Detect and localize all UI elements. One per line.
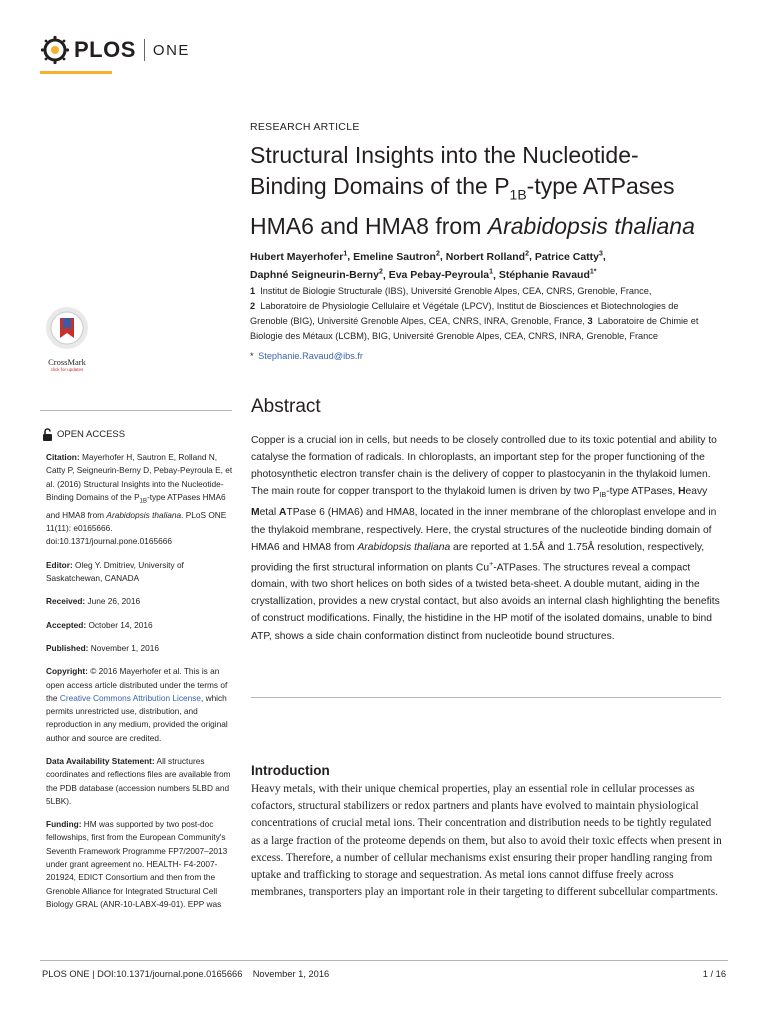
author[interactable]: Daphné Seigneurin-Berny$^2$ xyxy=(250,268,383,281)
title-subscript: 1B xyxy=(509,186,527,203)
author[interactable]: Eva Pebay-Peyroula$^1$ xyxy=(388,268,493,281)
license-link[interactable]: Creative Commons Attribution License xyxy=(59,692,201,703)
introduction-body: Heavy metals, with their unique chemical properties, play an essential role in cellular processes as cofactors, structural stabilizers or redox partners and plants have evolved to maintain physiological concentrations of crucial metal ions. Their concentration and distribution needs to be tightly regulated as a large fraction of the proteome depends on them, but also to avoid their toxic effects when present in excess. Therefore, a number of cellular mechanisms exist ensuring their proper handling ranging from uptake and trafficking to storage and sequestration. As metal ions cannot diffuse freely across membranes, transporters play an important role in their targeting to different subcellular compartments. xyxy=(251,783,722,899)
author[interactable]: Patrice Catty$^3$ xyxy=(534,250,603,263)
title-line-1: Structural Insights into the Nucleotide- xyxy=(250,142,639,168)
editor: Editor: Oleg Y. Dmitriev, University of Saskatchewan, CANADA xyxy=(46,559,184,584)
affiliation-text: Institut de Biologie Structurale (IBS), Université Grenoble Alpes, CEA, CNRS, Grenoble, France, xyxy=(260,286,652,296)
email-asterisk: * xyxy=(250,351,254,361)
affiliation-number: 3 xyxy=(587,316,593,326)
title-line-2a: Binding Domains of the P xyxy=(250,173,510,199)
author-list: Hubert Mayerhofer$^1$, Emeline Sautron$^2$, Norbert Rolland$^2$, Patrice Catty$^3$, Daphné Seigneurin-Berny$^2$, Eva Pebay-Peyroula$^1$, Stéphanie Ravaud$^{1*}$ xyxy=(250,250,606,281)
copyright: Copyright: © 2016 Mayerhofer et al. This is an open access article distributed under the terms of the Creative Commons Attribution License, which permits unrestricted use, distribution, and reproduction in any medium, provided the original author and source are credited. xyxy=(46,666,228,743)
abstract-divider xyxy=(251,697,721,698)
open-lock-icon xyxy=(42,428,53,441)
citation: Citation: Mayerhofer H, Sautron E, Rolland N, Catty P, Seigneurin-Berny D, Pebay-Peyroula E, et al. (2016) Structural Insights into the Nucleotide-Binding Domains of the $P_{1B}$-type ATPases HMA6 and HMA8 from Arabidopsis thaliana. PLoS ONE 11(11): e0165666. doi:10.1371/journal.pone.0165666 xyxy=(46,452,233,547)
data-availability: Data Availability Statement: All structures coordinates and reflections files are available from the PDB database (accession numbers 5LBD and 5LBK). xyxy=(46,756,231,806)
accepted-date: Accepted: October 14, 2016 xyxy=(46,619,153,630)
abstract-heading: Abstract xyxy=(251,396,321,417)
article-info-sidebar xyxy=(46,451,236,921)
received-date: Received: June 26, 2016 xyxy=(46,596,141,607)
author[interactable]: Norbert Rolland$^2$ xyxy=(445,250,529,263)
open-access-label xyxy=(42,428,125,441)
logo-separator xyxy=(144,39,145,61)
abstract-body: Copper is a crucial ion in cells, but needs to be closely controlled due to its toxic potential and ability to catalyse the formation of radicals. In chloroplasts, an important step for the proper functioning of the photosynthetic electron transfer chain is the delivery of copper to plastocyanin in the thylakoid lumen. The main route for copper transport to the thylakoid lumen is driven by two $P_{IB}$-type ATPases, Heavy Metal ATPase 6 (HMA6) and HMA8, located in the inner membrane of the chloroplast envelope and in the thylakoid membrane, respectively. Here, the crystal structures of the nucleotide binding domain of HMA6 and HMA8 from Arabidopsis thaliana are reported at 1.5Å and 1.75Å resolution, respectively, providing the first structural information on plants Cu+-ATPases. The structures reveal a compact domain, with two short helices on both sides of a twisted beta-sheet. A double mutant, aiding in the crystallization, provides a new crystal contact, but also avoids an internal clash highlighting the benefits of construct modifications. Finally, the histidine in the HP motif of the isolated domains, unable to bind ATP, shows a side chain conformation distinct from nucleotide bound structures. xyxy=(251,435,720,642)
published-date: Published: November 1, 2016 xyxy=(46,642,159,653)
plos-one-logo[interactable] xyxy=(40,34,190,66)
crossmark-badge[interactable] xyxy=(44,306,90,372)
footer-divider xyxy=(40,960,728,961)
corresponding-email xyxy=(250,351,363,361)
title-species: Arabidopsis thaliana xyxy=(487,212,695,239)
crossmark-label: CrossMark xyxy=(48,357,86,367)
email-link[interactable]: Stephanie.Ravaud@ibs.fr xyxy=(258,351,363,361)
title-line-2b: -type ATPases xyxy=(526,173,675,199)
affiliation-text: Laboratoire de Physiologie Cellulaire et Végétale (LPCV), Institut de Biosciences et Biotechnologies de Grenoble (BIG), Université Grenoble Alpes, CEA, CNRS, INRA, Grenoble, France, xyxy=(250,301,679,326)
plos-logo-mark-icon xyxy=(40,35,70,65)
affiliation-number: 2 xyxy=(250,301,256,311)
article-type: RESEARCH ARTICLE xyxy=(250,121,360,133)
affiliation-text: Laboratoire de Chimie et Biologie des Métaux (LCBM), BIG, Université Grenoble Alpes, CEA, CNRS, INRA, Grenoble, France xyxy=(250,316,699,341)
logo-underline xyxy=(40,71,112,74)
crossmark-icon xyxy=(45,306,89,350)
author[interactable]: Emeline Sautron$^2$ xyxy=(353,250,440,263)
article-title xyxy=(250,140,720,242)
open-access-text: OPEN ACCESS xyxy=(57,429,126,440)
affiliations xyxy=(250,284,718,344)
author[interactable]: Stéphanie Ravaud$^{1*}$ xyxy=(498,268,597,281)
crossmark-sublabel: click for updates xyxy=(50,367,84,372)
introduction-heading: Introduction xyxy=(251,763,330,778)
footer-citation: PLOS ONE | DOI:10.1371/journal.pone.0165666 November 1, 2016 xyxy=(42,969,330,979)
logo-word: PLOS xyxy=(74,37,136,62)
sidebar-divider xyxy=(40,410,232,411)
logo-journal: ONE xyxy=(152,41,190,59)
author[interactable]: Hubert Mayerhofer$^1$ xyxy=(250,250,348,263)
title-line-3a: HMA6 and HMA8 from xyxy=(250,212,488,239)
affiliation-number: 1 xyxy=(250,286,256,296)
funding: Funding: HM was supported by two post-doc fellowships, first from the European Community's Seventh Framework Programme FP7/2007–2013 under grant agreement no. HEALTH- F4-2007-201924, EDICT Consortium and then from the Grenoble Alliance for Integrated Structural Cell Biology GRAL (ANR-10-LABX-49-01). EPP was xyxy=(46,819,228,909)
page-number: 1 / 16 xyxy=(702,969,726,979)
